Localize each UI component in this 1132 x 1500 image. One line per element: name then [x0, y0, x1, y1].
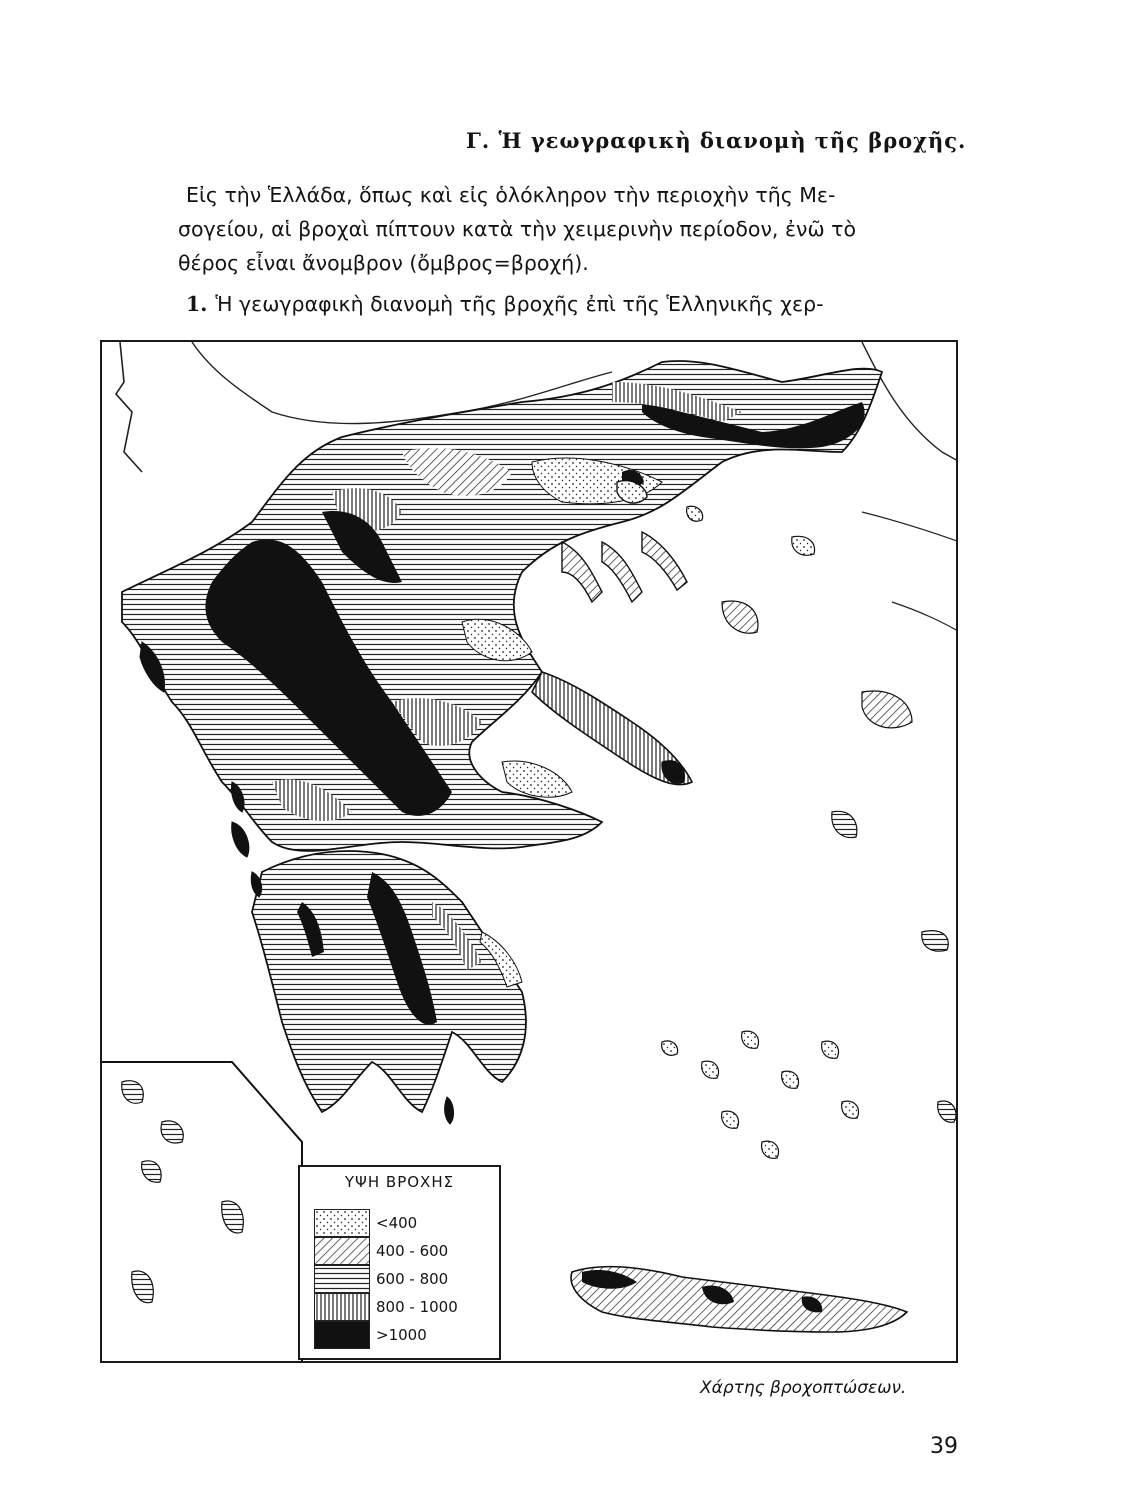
legend-title: ΥΨΗ ΒΡΟΧΗΣ [344, 1173, 455, 1191]
map-caption: Χάρτης βροχοπτώσεων. [700, 1378, 907, 1398]
legend-swatch-horizontal [314, 1265, 370, 1293]
legend-item [314, 1209, 494, 1237]
zakynthos-island [251, 872, 261, 897]
paragraph-line: θέρος εἶναι ἄνομβρον (ὄμβρος=βροχή). [178, 251, 589, 275]
paragraph-line: Εἰς τὴν Ἑλλάδα, ὅπως καὶ εἰς ὁλόκληρον τὴν περιοχὴν τῆς Με- [186, 183, 836, 207]
legend-label: >1000 [376, 1326, 427, 1344]
legend-item [314, 1265, 494, 1293]
samos-island [922, 931, 948, 951]
legend-swatch-vertical [314, 1293, 370, 1321]
cyclades-islands [662, 1031, 859, 1158]
legend-swatch-diagonal [314, 1237, 370, 1265]
coast-line [892, 602, 958, 632]
legend-label: <400 [376, 1214, 418, 1232]
greece-map-drawing [102, 342, 958, 1363]
paragraph-line: σογείου, αἱ βροχαὶ πίπτουν κατὰ τὴν χειμερινὴν περίοδον, ἐνῶ τὸ [178, 217, 857, 241]
subsection-heading [186, 292, 824, 316]
section-heading: Γ. Ἡ γεωγραφικὴ διανομὴ τῆς βροχῆς. [466, 128, 967, 153]
legend-label: 400 - 600 [376, 1242, 449, 1260]
coast-line [862, 512, 958, 542]
imbros-island [792, 536, 815, 555]
inset-frame [102, 1062, 302, 1363]
samothrace-island [687, 506, 703, 521]
chalkidiki [562, 532, 687, 602]
intro-paragraph [178, 178, 972, 280]
rainfall-map [100, 340, 958, 1363]
legend-swatch-solid [314, 1321, 370, 1349]
chios-island [832, 811, 857, 837]
legend-item [314, 1321, 494, 1349]
rain-zone-under-400 [502, 761, 572, 797]
map-legend [298, 1165, 501, 1360]
lesbos-island [862, 691, 912, 728]
legend-item [314, 1237, 494, 1265]
kefalonia-island [232, 822, 249, 857]
legend-swatch-dots [314, 1209, 370, 1237]
legend-label: 600 - 800 [376, 1270, 449, 1288]
inset-islands [122, 1081, 244, 1303]
subsection-number: 1. [186, 292, 208, 316]
subsection-text: Ἡ γεωγραφικὴ διανομὴ τῆς βροχῆς ἐπὶ τῆς Ἑλληνικῆς χερ- [215, 292, 824, 316]
border-line [862, 342, 958, 462]
dodecanese-island [938, 1101, 956, 1122]
legend-item [314, 1293, 494, 1321]
kythira-island [445, 1097, 454, 1124]
page-number: 39 [930, 1434, 958, 1459]
legend-label: 800 - 1000 [376, 1298, 458, 1316]
border-line [116, 342, 142, 472]
lemnos-island [722, 601, 758, 633]
